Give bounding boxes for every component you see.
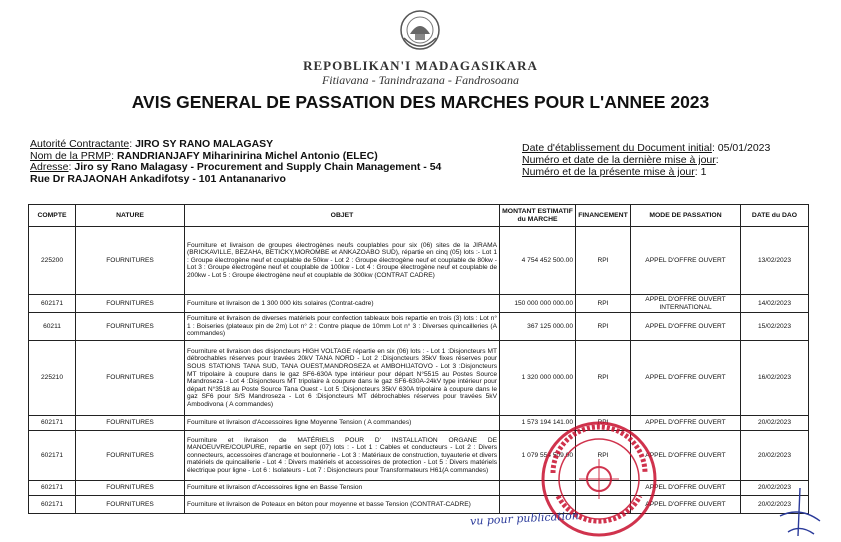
cell-nature: FOURNITURES	[76, 227, 185, 295]
cell-nature: FOURNITURES	[76, 481, 185, 496]
cell-objet: Fourniture et livraison de 1 300 000 kits solaires (Contrat-cadre)	[185, 295, 500, 313]
cell-compte: 602171	[29, 416, 76, 431]
cell-financement: RPI	[576, 416, 631, 431]
cell-nature: FOURNITURES	[76, 341, 185, 416]
republic-name: REPOBLIKAN'I MADAGASIKARA	[303, 58, 538, 73]
cell-financement: RPI	[576, 313, 631, 341]
derniere-maj-label: Numéro et date de la dernière mise à jour	[522, 154, 716, 166]
cell-financement: RPI	[576, 341, 631, 416]
cell-nature: FOURNITURES	[76, 416, 185, 431]
prmp-value: RANDRIANJAFY Miharinirina Michel Antonio (ELEC)	[116, 149, 378, 162]
cell-date: 20/02/2023	[741, 416, 809, 431]
header-nature: NATURE	[76, 205, 185, 227]
contracting-authority-info	[30, 139, 450, 185]
adresse-label: Adresse	[30, 161, 69, 173]
cell-compte: 602171	[29, 496, 76, 514]
document-dates-info	[522, 142, 822, 178]
emblem-seal-icon	[398, 8, 442, 54]
cell-objet: Fourniture et livraison de MATÉRIELS POUR D' INSTALLATION ORGANE DE MANOEUVRE/COUPURE, repartie en sept (07) lots : - Lot 1 : Cables et conducteurs - Lot 2 : Divers connecteurs, accessoires d'ancrage et boulonnerie - Lot 3 : Matériaux de construction, tuyauterie et divers matériels de quincaillerie - Lot 4 : Divers matériels et accessoires de protection - Lot 5 : Divers matériels électrique pour ligne - Lot 6 : Isolateurs - Lot 7 : Disjoncteurs pour Transformateurs H61(A commandes)	[185, 431, 500, 481]
cell-montant: 367 125 000.00	[500, 313, 576, 341]
header-montant: MONTANT ESTIMATIF du MARCHE	[500, 205, 576, 227]
prmp-line: Nom de la PRMP: RANDRIANJAFY Miharinirina Michel Antonio (ELEC)	[30, 149, 378, 162]
cell-compte: 60211	[29, 313, 76, 341]
adresse-value: Jiro sy Rano Malagasy - Procurement and Supply Chain Management - 54 Rue Dr RAJAONAH Ankadifotsy - 101 Antananarivo	[30, 161, 442, 185]
cell-financement: RPI	[576, 227, 631, 295]
cell-date: 16/02/2023	[741, 341, 809, 416]
cell-objet: Fourniture et livraison d'Accessoires ligne Moyenne Tension ( A commandes)	[185, 416, 500, 431]
header-compte: COMPTE	[29, 205, 76, 227]
table-row	[29, 416, 809, 431]
derniere-maj-line: Numéro et date de la dernière mise à jour:	[522, 154, 719, 166]
cell-mode: APPEL D'OFFRE OUVERT	[631, 481, 741, 496]
header-mode: MODE DE PASSATION	[631, 205, 741, 227]
cell-mode: APPEL D'OFFRE OUVERT	[631, 227, 741, 295]
date-initial-value: 05/01/2023	[717, 142, 771, 154]
table-row	[29, 481, 809, 496]
header-financement: FINANCEMENT	[576, 205, 631, 227]
document-title: AVIS GENERAL DE PASSATION DES MARCHES POUR L'ANNEE 2023	[131, 92, 710, 112]
cell-date: 13/02/2023	[741, 227, 809, 295]
table-row	[29, 341, 809, 416]
cell-compte: 602171	[29, 431, 76, 481]
handwritten-note: vu pour publication	[469, 509, 580, 528]
cell-financement: RPI	[576, 431, 631, 481]
cell-nature: FOURNITURES	[76, 313, 185, 341]
procurement-table	[28, 204, 809, 514]
adresse-line: Adresse: Jiro sy Rano Malagasy - Procurement and Supply Chain Management - 54 Rue Dr RAJAONAH Ankadifotsy - 101 Antananarivo	[30, 161, 442, 185]
cell-mode: APPEL D'OFFRE OUVERT	[631, 416, 741, 431]
cell-date: 20/02/2023	[741, 431, 809, 481]
cell-montant: 1 320 000 000.00	[500, 341, 576, 416]
cell-compte: 225210	[29, 341, 76, 416]
national-motto: Fitiavana - Tanindrazana - Fandrosoana	[321, 73, 520, 87]
prmp-label: Nom de la PRMP	[30, 149, 112, 162]
cell-compte: 602171	[29, 481, 76, 496]
date-initial-label: Date d'établissement du Document initial	[522, 142, 712, 154]
header-date: DATE du DAO	[741, 205, 809, 227]
cell-objet: Fourniture et livraison de Poteaux en béton pour moyenne et basse Tension (CONTRAT-CADRE)	[185, 496, 500, 514]
cell-compte: 602171	[29, 295, 76, 313]
table-row	[29, 496, 809, 514]
cell-date: 20/02/2023	[741, 481, 809, 496]
table-row	[29, 431, 809, 481]
cell-montant: 1 573 194 141.00	[500, 416, 576, 431]
autorite-line: Autorité Contractante: JIRO SY RANO MALAGASY	[30, 138, 274, 150]
cell-objet: Fourniture et livraison des disjoncteurs HIGH VOLTAGE répartie en six (06) lots : - Lot 1 :Disjoncteurs MT débrochables réserves pour travées 20kV TANA NORD - Lot 2 :Disjoncteurs 35kV fixes réserves pour SOUS STATIONS TANA SUD, TANA OUEST,MANDROSEZA et AMBOHIJATOVO - Lot 3 :Disjoncteurs MT tripolaire à coupure dans le gaz SF6-630A type intérieur pour départ N°5515 au Postes Source Mandroseza - Lot 4 :Disjoncteurs MT tripolaire à coupure dans le gaz SF6-630A-24kV type intérieur pour départ N°3518 au Poste Source Tana Ouest - Lot 5 :Disjoncteurs 35kV 630A tripolaire à coupure dans le gaz SF6 pour S/S Mandroseza - Lot 6 :Disjoncteurs MT débrochables réserves pour travées 5kV Ambodivona ( A commandes)	[185, 341, 500, 416]
autorite-value: JIRO SY RANO MALAGASY	[135, 138, 274, 150]
presente-maj-value: 1	[700, 166, 707, 178]
cell-mode: APPEL D'OFFRE OUVERT	[631, 313, 741, 341]
table-header-row	[29, 205, 809, 227]
table-row	[29, 227, 809, 295]
signature-icon	[770, 486, 830, 538]
table-row	[29, 313, 809, 341]
cell-objet: Fourniture et livraison d'Accessoires ligne en Basse Tension	[185, 481, 500, 496]
cell-date: 20/02/2023	[741, 496, 809, 514]
cell-mode: APPEL D'OFFRE OUVERT	[631, 496, 741, 514]
presente-maj-label: Numéro et de la présente mise à jour	[522, 166, 695, 178]
cell-compte: 225200	[29, 227, 76, 295]
cell-nature: FOURNITURES	[76, 295, 185, 313]
cell-montant: 1 079 554 509.00	[500, 431, 576, 481]
presente-maj-line: Numéro et de la présente mise à jour: 1	[522, 166, 707, 178]
cell-mode: APPEL D'OFFRE OUVERT	[631, 431, 741, 481]
cell-financement: RPI	[576, 295, 631, 313]
cell-montant: 150 000 000 000.00	[500, 295, 576, 313]
autorite-label: Autorité Contractante	[30, 138, 130, 150]
table-row	[29, 295, 809, 313]
cell-date: 14/02/2023	[741, 295, 809, 313]
cell-date: 15/02/2023	[741, 313, 809, 341]
cell-mode: APPEL D'OFFRE OUVERT	[631, 341, 741, 416]
cell-nature: FOURNITURES	[76, 496, 185, 514]
cell-montant: 4 754 452 500.00	[500, 227, 576, 295]
cell-objet: Fourniture et livraison de groupes électrogènes neufs couplables pour six (06) sites de la JIRAMA (BRICKAVILLE, BEZAHA, BETICKY,MOROMBE et ANKAZOABO SUD), répartie en cinq (05) lots :- Lot 1 : Groupe électrogène neuf et couplable de 50kw - Lot 2 : Groupe électrogène neuf et couplable de 80kw - Lot 3 : Groupe électrogène neuf et couplable de 100kw - Lot 4 : Groupe électrogène neuf et couplable de 200kw - Lot 5 : Groupe électrogène neuf et couplable de 300kw (CONTRAT CADRE)	[185, 227, 500, 295]
cell-nature: FOURNITURES	[76, 431, 185, 481]
header-objet: OBJET	[185, 205, 500, 227]
cell-mode: APPEL D'OFFRE OUVERT INTERNATIONAL	[631, 295, 741, 313]
cell-objet: Fourniture et livraison de diverses matériels pour confection tableaux bois repartie en trois (3) lots : Lot n° 1 : Boiseries (plateaux pin de 2m) Lot n° 2 : Contre plaque de 10mm Lot n° 3 : Diverses quincailleries (A commandes)	[185, 313, 500, 341]
date-initial-line: Date d'établissement du Document initial: 05/01/2023	[522, 142, 771, 154]
